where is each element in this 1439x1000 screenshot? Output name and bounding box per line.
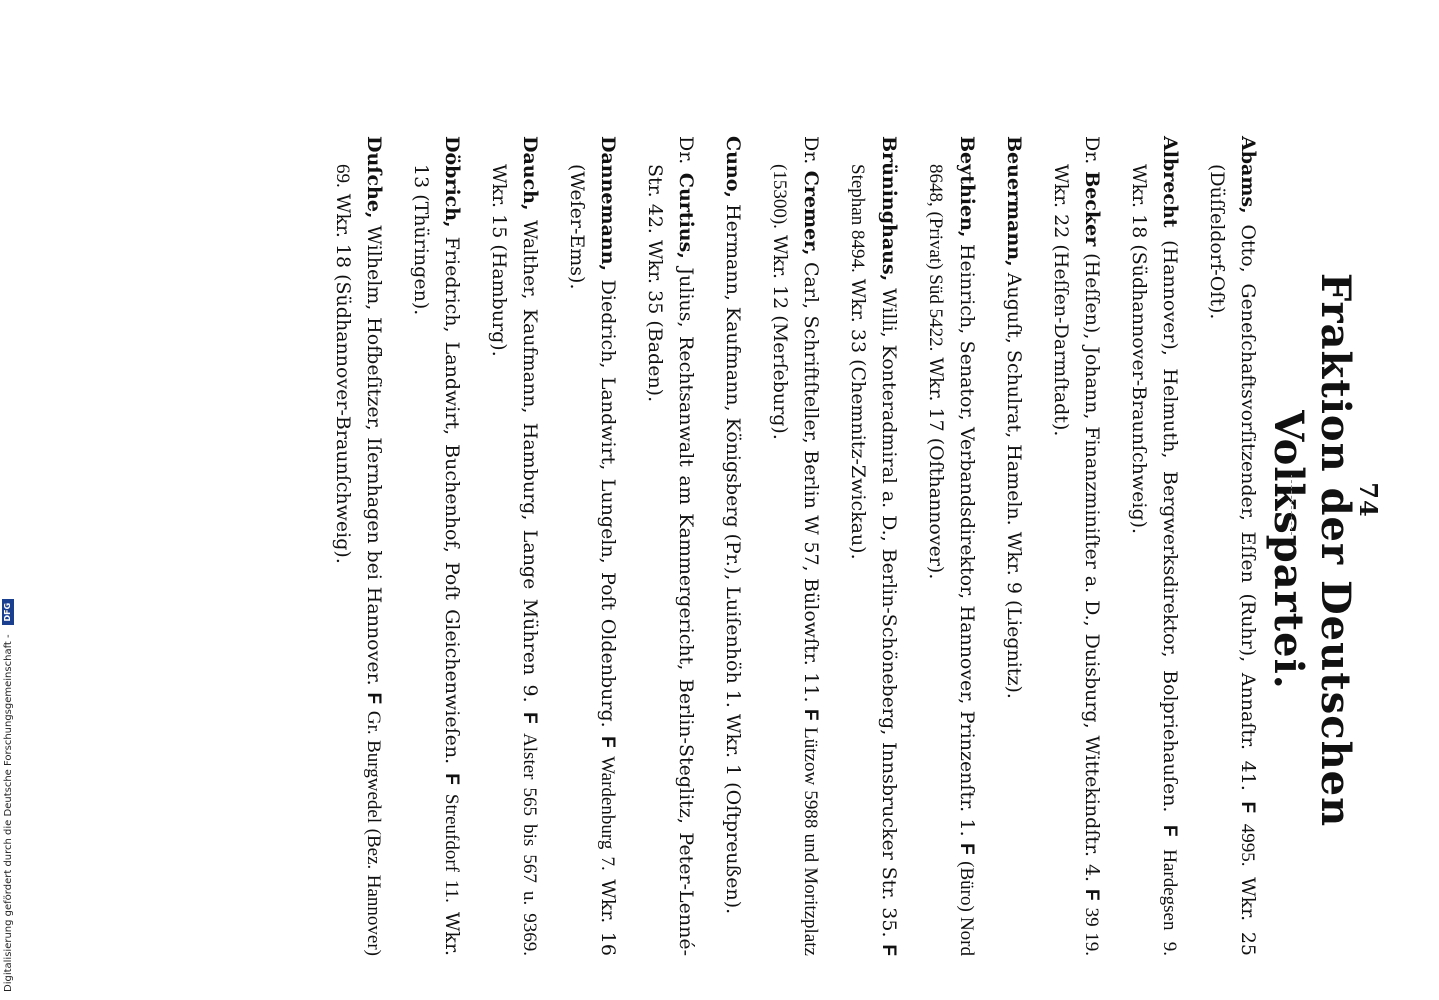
- entry-phone: Hardegsen 9.: [1159, 849, 1180, 957]
- list-item: [920, 136, 982, 956]
- entry-surname: Curtius,: [675, 172, 697, 259]
- entry-constituency: Wkr. 9 (Liegnitz).: [1003, 531, 1025, 699]
- entry-prefix: Dr.: [1081, 136, 1103, 165]
- dfg-logo-icon: DFG: [2, 599, 14, 625]
- entry-surname: Döbrich,: [441, 136, 463, 228]
- phone-label: F: [956, 843, 977, 855]
- list-item: [483, 136, 545, 956]
- entry-details: Heinrich, Senator, Verbandsdirektor, Hannover, Prinzenſtr. 1.: [956, 243, 978, 837]
- entry-details: Friedrich, Landwirt, Buchenhof, Poſt Gleichenwieſen.: [441, 236, 463, 765]
- phone-label: F: [597, 736, 618, 748]
- entry-phone: Gr. Burgwedel (Bez. Hannover) 69.: [332, 164, 384, 957]
- credit-text: Digitalisierung gefördert durch die Deutsche Forschungsgemeinschaft -: [3, 634, 14, 992]
- entry-surname: Dauch,: [519, 136, 541, 211]
- entry-details: Hermann, Kaufmann, Königsberg (Pr.), Luiſenhöh 1.: [722, 204, 744, 708]
- list-item: [1201, 136, 1263, 956]
- list-item: [717, 136, 748, 956]
- entry-surname: Cremer,: [800, 170, 822, 256]
- entry-constituency: Wkr. 17 (Oſthannover).: [925, 357, 947, 580]
- entry-constituency: Wkr. 15 (Hamburg).: [488, 164, 510, 357]
- entry-details: Auguſt, Schulrat, Hameln.: [1003, 272, 1025, 526]
- entry-constituency: Wkr. 18 (Südhannover-Braunſchweig).: [332, 193, 354, 564]
- entry-phone: 39 19.: [1081, 907, 1102, 956]
- list-item: [842, 136, 904, 956]
- phone-label: F: [519, 712, 540, 724]
- phone-label: F: [800, 709, 821, 721]
- entry-surname: Dannemann,: [597, 136, 619, 272]
- entry-constituency: Wkr. 22 (Heſſen-Darmſtadt).: [1050, 164, 1072, 437]
- entry-details: Wilhelm, Hofbeſitzer, Iſernhagen bei Hannover.: [363, 225, 385, 686]
- list-item: [1045, 136, 1107, 956]
- list-item: [561, 136, 623, 956]
- entry-surname: Becker: [1081, 171, 1103, 247]
- member-list: [311, 136, 1263, 956]
- entry-constituency: Wkr. 35 (Baden).: [644, 240, 666, 403]
- entry-constituency: Wkr. 1 (Oſtpreußen).: [722, 713, 744, 915]
- entry-surname: Cuno,: [722, 136, 744, 199]
- phone-label: F: [1237, 801, 1258, 814]
- entry-constituency: Wkr. 33 (Chemnitz-Zwickau).: [847, 278, 869, 560]
- list-item: [764, 136, 826, 956]
- entry-details: Otto, Geneſchaftsvorſitzender, Eſſen (Ruhr), Annaſtr. 41.: [1237, 224, 1259, 791]
- phone-label: F: [363, 692, 384, 705]
- entry-details: Julius, Rechtsanwalt am Kammergericht, Berlin-Steglitz, Peter-Lenné-Str. 42.: [644, 164, 697, 956]
- entry-phone: Alster 565 bis 567 u. 9369.: [519, 733, 540, 957]
- page-title: Fraktion der Deutschen Volkspartei.: [1265, 272, 1359, 828]
- entry-constituency: Wkr. 13 (Thüringen).: [410, 164, 463, 956]
- list-item: [998, 136, 1029, 956]
- entry-constituency: Wkr. 12 (Merſeburg).: [769, 234, 791, 440]
- entry-phone: (Büro) Nord 8648, (Privat) Süd 5422.: [925, 164, 977, 957]
- list-item: [1123, 136, 1185, 956]
- entry-surname: Abams,: [1237, 136, 1259, 214]
- entry-constituency: Wkr. 25 (Düſſeldorf-Oſt).: [1206, 164, 1259, 956]
- phone-label: F: [878, 944, 899, 956]
- title-divider: [1291, 475, 1292, 535]
- page-number: 74: [1354, 482, 1383, 518]
- entry-details: (Hannover), Helmuth, Bergwerksdirektor, Bolpriehauſen.: [1159, 240, 1181, 813]
- entry-details: Diedrich, Landwirt, Lungeln, Poſt Oldenburg.: [597, 279, 619, 728]
- entry-details: Willi, Konteradmiral a. D., Berlin-Schöneberg, Innsbrucker Str. 35.: [878, 288, 900, 938]
- entry-phone: Lützow 5988 und Moritzplatz (15300).: [769, 164, 821, 956]
- entry-surname: Duſche,: [363, 136, 385, 219]
- entry-prefix: Dr.: [800, 136, 822, 165]
- digitization-credit: [2, 602, 16, 992]
- list-item: [405, 136, 467, 956]
- entry-details: Carl, Schriftſteller, Berlin W 57, Bülowſtr. 11.: [800, 261, 822, 703]
- list-item: [327, 136, 389, 956]
- entry-phone: Stephan 8494.: [847, 164, 868, 273]
- entry-prefix: Dr.: [675, 136, 697, 165]
- entry-details: Walther, Kaufmann, Hamburg, Lange Mühren 9.: [519, 219, 541, 703]
- entry-surname: Albrecht: [1159, 136, 1181, 228]
- entry-surname: Beuermann,: [1003, 136, 1025, 267]
- phone-label: F: [441, 773, 462, 785]
- entry-surname: Beythien,: [956, 136, 978, 238]
- phone-label: F: [1159, 825, 1180, 837]
- entry-constituency: Wkr. 18 (Südhannover-Braunſchweig).: [1128, 164, 1150, 535]
- list-item: [639, 136, 701, 956]
- entry-phone: Wardenburg 7.: [597, 756, 618, 871]
- entry-constituency: Wkr. 16 (Weſer-Ems).: [566, 164, 619, 956]
- entry-details: (Heſſen), Johann, Finanzminiſter a. D., Duisburg, Wittekindſtr. 4.: [1081, 253, 1103, 883]
- entry-surname: Brüninghaus,: [878, 136, 900, 282]
- entry-phone: 4995.: [1237, 823, 1258, 867]
- phone-label: F: [1081, 889, 1102, 901]
- entry-phone: Streufdorf 11.: [441, 793, 462, 903]
